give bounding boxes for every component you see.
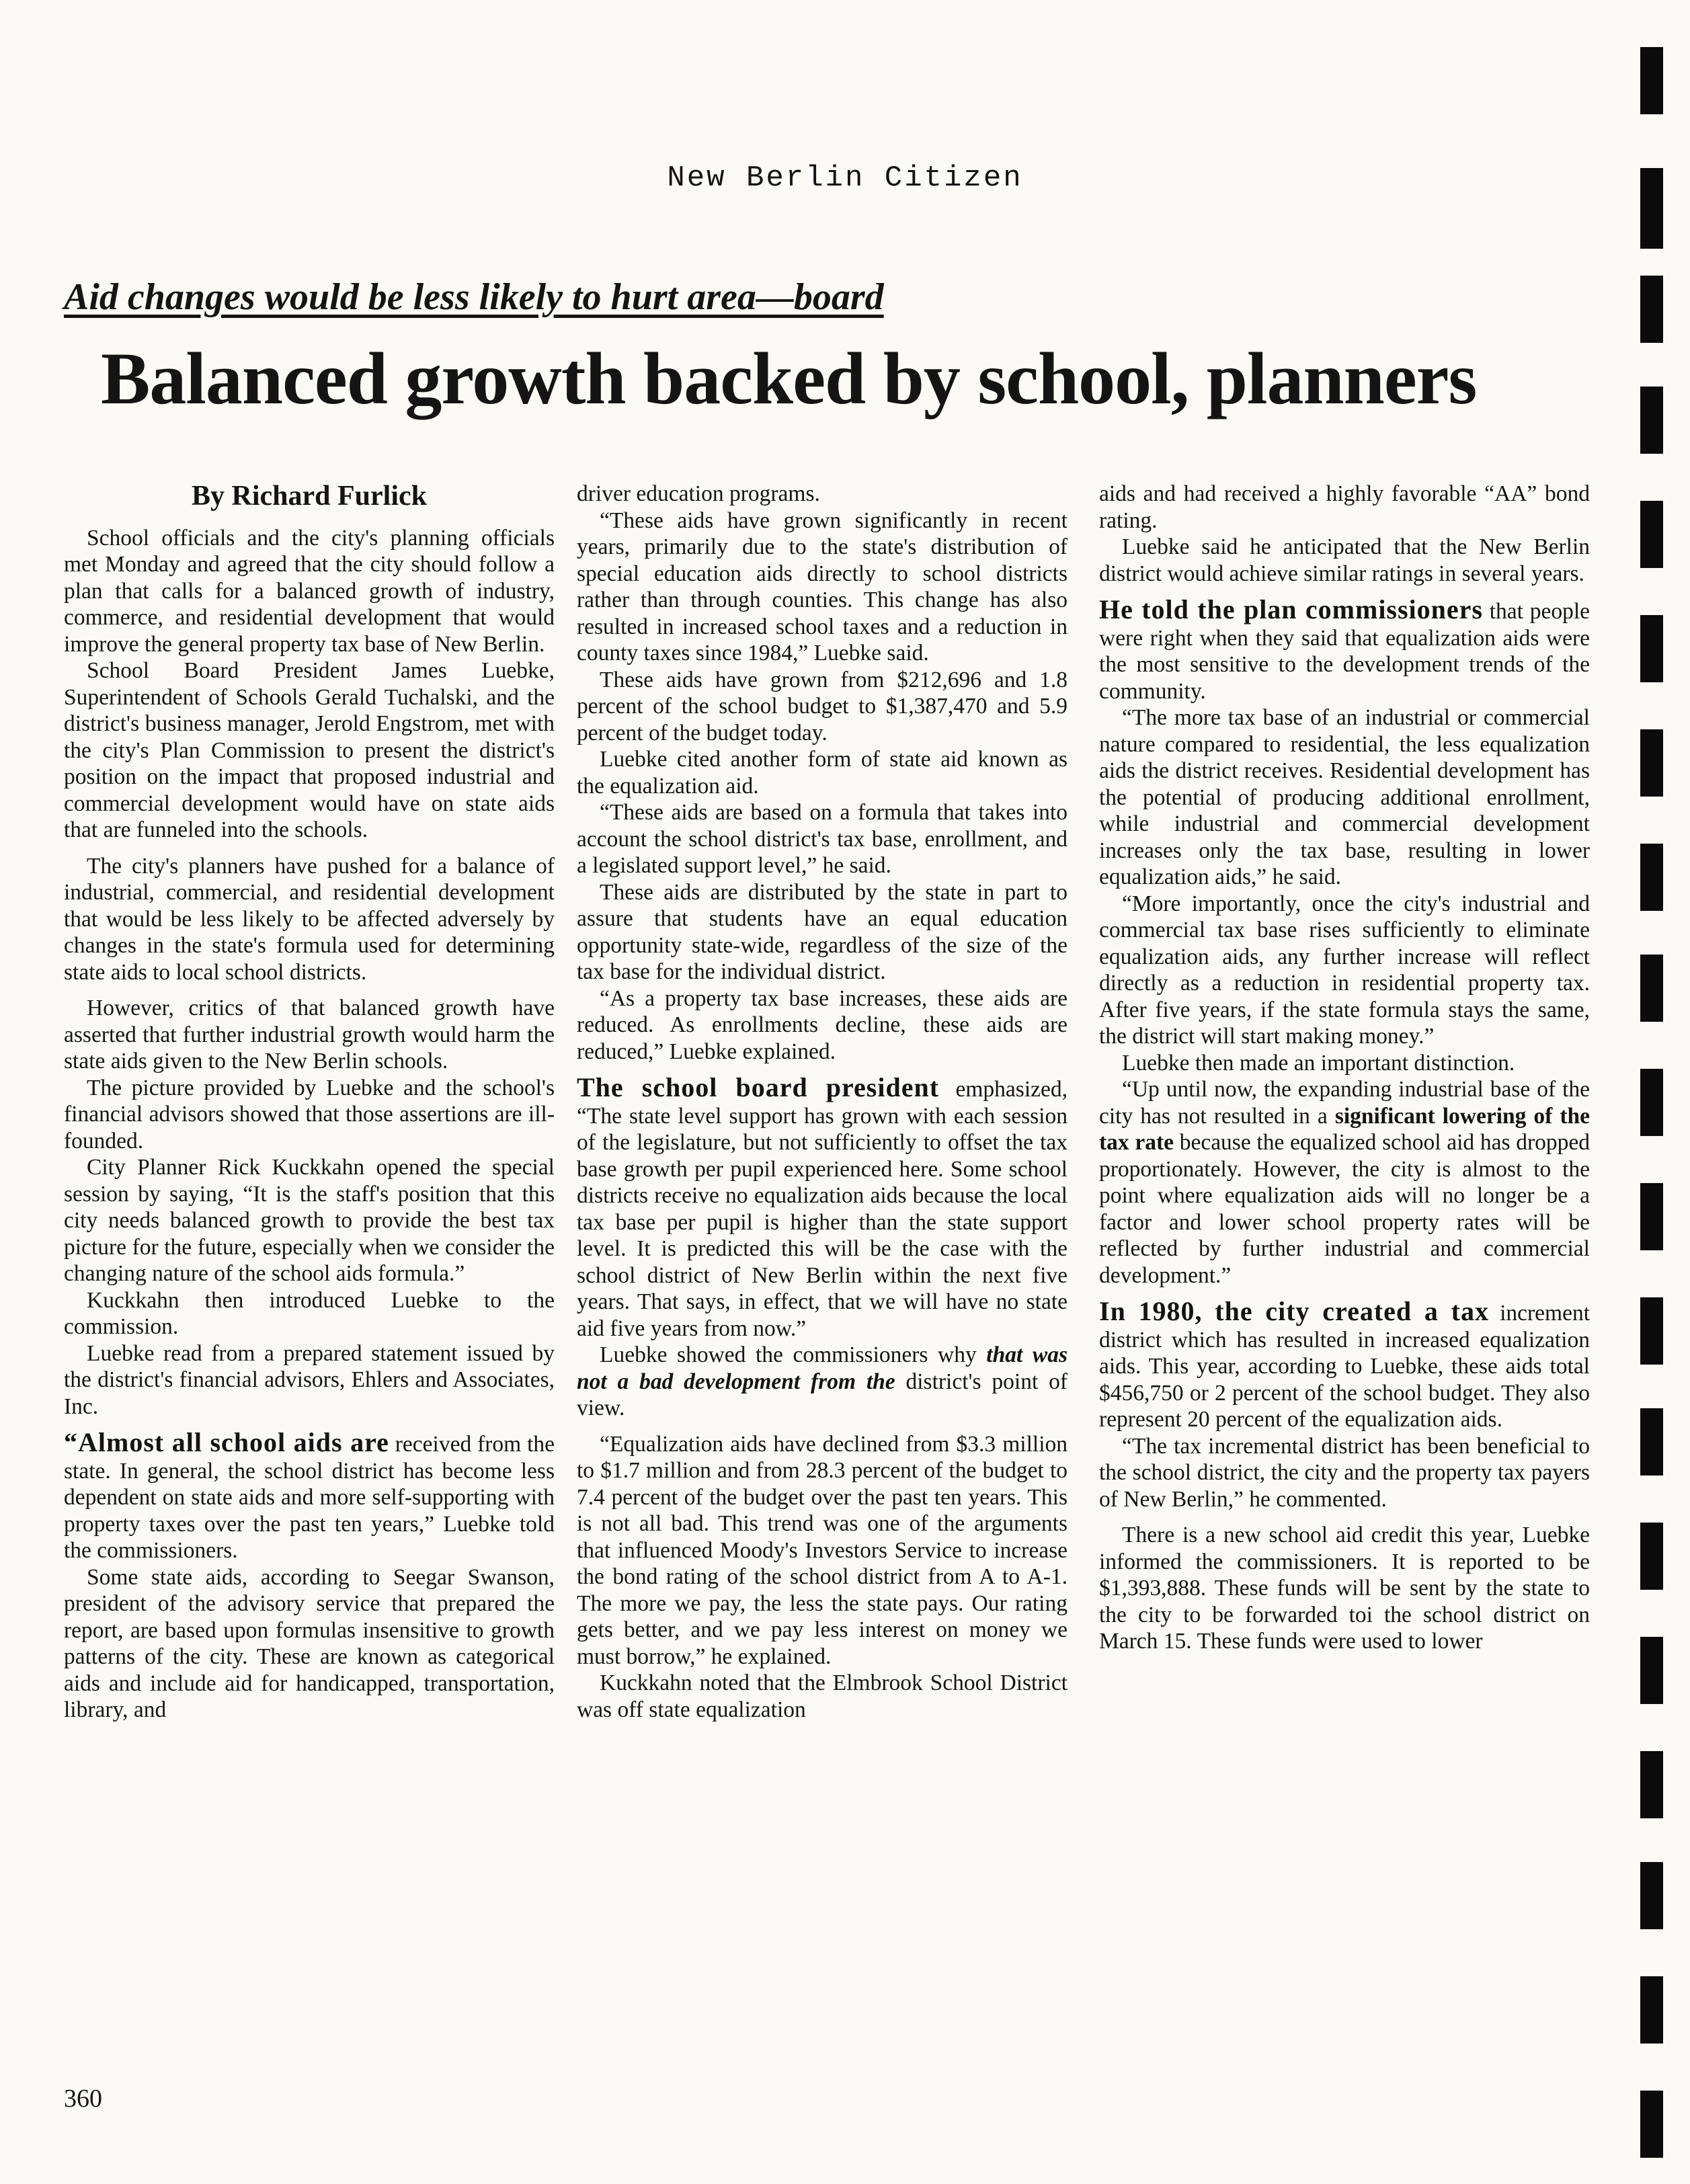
paragraph: “The more tax base of an industrial or commercial nature compared to residential, the less equalization aids the district receives. Residential development has the potential of producing additional enrollment, while industrial and commercial development increases only the tax base, resulting in lower equalization aids,” he said. <box>1099 705 1590 889</box>
paragraph <box>1099 1076 1590 1289</box>
paragraph-text: “Up until now, the expanding industrial base of the city has not resulted in a <box>1099 1077 1590 1129</box>
article-column-2 <box>577 481 1068 1723</box>
article-column-3 <box>1099 481 1590 1655</box>
binding-mark <box>1640 47 1663 114</box>
paragraph-text: received from the state. In general, the school district has become less dependent on state aids and more self-supporting with property taxes over the past ten years,” Luebke told the commissioners. <box>64 1432 555 1563</box>
binding-mark <box>1640 1523 1663 1590</box>
paragraph-text: Luebke showed the commissioners why <box>600 1342 977 1367</box>
binding-mark <box>1640 2091 1663 2158</box>
paragraph: “These aids are based on a formula that takes into account the school district's tax base, enrollment, and a legislated support level,” he said. <box>577 800 1068 878</box>
paragraph: However, critics of that balanced growth have asserted that further industrial growth would harm the state aids given to the New Berlin schools. <box>64 996 555 1074</box>
binding-mark <box>1640 1751 1663 1818</box>
paragraph: Luebke cited another form of state aid known as the equalization aid. <box>577 747 1068 799</box>
paragraph: Luebke then made an important distinction. <box>1122 1050 1515 1076</box>
paragraph: These aids are distributed by the state in part to assure that students have an equal education opportunity state-wide, regardless of the size of the tax base for the individual district. <box>577 879 1068 984</box>
paragraph: These aids have grown from $212,696 and 1.8 percent of the school budget to $1,387,470 and 5.9 percent of the budget today. <box>577 667 1068 745</box>
paragraph: Luebke read from a prepared statement issued by the district's financial advisors, Ehlers and Associates, Inc. <box>64 1340 555 1419</box>
binding-mark <box>1640 1976 1663 2044</box>
paragraph <box>577 1342 1068 1422</box>
paragraph: City Planner Rick Kuckkahn opened the special session by saying, “It is the staff's position that this city needs balanced growth to provide the best tax picture for the future, especially when we consider the changing nature of the school aids formula.” <box>64 1155 555 1286</box>
binding-mark <box>1640 729 1663 797</box>
paragraph: Kuckkahn then introduced Luebke to the commission. <box>64 1287 555 1339</box>
binding-mark <box>1640 1862 1663 1929</box>
paragraph-lead-in: He told the plan commissioners <box>1099 594 1483 624</box>
binding-mark <box>1640 844 1663 911</box>
binding-mark <box>1640 1408 1663 1475</box>
paragraph: The city's planners have pushed for a balance of industrial, commercial, and residential development that would be less likely to be affected adversely by changes in the state's formula used for determining state aids to local school districts. <box>64 853 555 985</box>
paragraph: “More importantly, once the city's industrial and commercial tax base rises sufficiently to eliminate equalization aids, any further increase will reflect directly as a reduction in residential property tax. After five years, if the state formula stays the same, the district will start making money.” <box>1099 891 1590 1049</box>
paragraph-lead-in: The school board president <box>577 1072 940 1102</box>
paragraph: “As a property tax base increases, these aids are reduced. As enrollments decline, these aids are reduced,” Luebke explained. <box>577 985 1068 1064</box>
paragraph: “The tax incremental district has been beneficial to the school district, the city and the property tax payers of New Berlin,” he commented. <box>1099 1433 1590 1512</box>
binding-mark <box>1640 955 1663 1022</box>
paragraph: aids and had received a highly favorable “AA” bond rating. <box>1099 481 1590 533</box>
paragraph <box>577 1074 1068 1342</box>
paragraph <box>1099 596 1590 704</box>
paragraph: The picture provided by Luebke and the school's financial advisors showed that those assertions are ill-founded. <box>64 1075 555 1154</box>
binding-mark <box>1640 276 1663 343</box>
binding-mark <box>1640 615 1663 682</box>
paragraph-italic-text: that was not a bad development from the <box>577 1342 1068 1394</box>
binding-mark <box>1640 501 1663 568</box>
paragraph-text: increment district which has resulted in increased equalization aids. This year, according to Luebke, these aids total $456,750 or 2 percent of the school budget. They also represent 20 percent of the equalization aids. <box>1099 1301 1591 1432</box>
main-headline: Balanced growth backed by school, planners <box>101 337 1477 419</box>
paragraph-lead-in: “Almost all school aids are <box>64 1427 389 1457</box>
binding-mark <box>1640 1297 1663 1365</box>
binding-mark <box>1640 1637 1663 1704</box>
publication-name: New Berlin Citizen <box>667 161 1023 195</box>
binding-mark <box>1640 1183 1663 1250</box>
paragraph-bold-text: significant lowering of the tax rate <box>1099 1103 1591 1155</box>
paragraph: “These aids have grown significantly in recent years, primarily due to the state's distribution of special education aids directly to school districts rather than through counties. This change has also resulted in increased school taxes and a reduction in county taxes since 1984,” Luebke said. <box>577 508 1068 665</box>
paragraph: “Equalization aids have declined from $3.3 million to $1.7 million and from 28.3 percent of the budget to 7.4 percent of the budget over the past ten years. This is not all bad. This trend was one of the arguments that influenced Moody's Investors Service to increase the bond rating of the school district from A to A-1. The more we pay, the less the state pays. Our rating gets better, and we pay less interest on money we must borrow,” he explained. <box>577 1431 1068 1669</box>
page-number: 360 <box>64 2085 102 2113</box>
byline: By Richard Furlick <box>191 481 427 512</box>
paragraph: Some state aids, according to Seegar Swanson, president of the advisory service that prepared the report, are based upon formulas insensitive to growth patterns of the city. These are known as categorical aids and include aid for handicapped, transportation, library, and <box>64 1564 555 1722</box>
paragraph <box>64 1429 555 1564</box>
paragraph-lead-in: In 1980, the city created a tax <box>1099 1296 1489 1326</box>
article-column-1 <box>64 481 555 1724</box>
binding-mark <box>1640 387 1663 454</box>
kicker-headline: Aid changes would be less likely to hurt area—board <box>64 276 884 318</box>
paragraph: Luebke said he anticipated that the New Berlin district would achieve similar ratings in several years. <box>1099 534 1590 586</box>
paragraph: There is a new school aid credit this year, Luebke informed the commissioners. It is reported to be $1,393,888. These funds will be sent by the state to the city to be forwarded toi the school district on March 15. These funds were used to lower <box>1099 1523 1590 1654</box>
paragraph: Kuckkahn noted that the Elmbrook School District was off state equalization <box>577 1670 1068 1722</box>
paragraph-text: because the equalized school aid has dropped proportionately. However, the city is almost to the point where equalization aids will no longer be a factor and lower school property rates will be reflected by further industrial and commercial development.” <box>1099 1130 1590 1288</box>
binding-mark <box>1640 1069 1663 1136</box>
paragraph <box>1099 1298 1590 1433</box>
paragraph: School officials and the city's planning officials met Monday and agreed that the city should follow a plan that calls for a balanced growth of industry, commerce, and residential development that would improve the general property tax base of New Berlin. <box>64 525 555 657</box>
paragraph: driver education programs. <box>577 481 820 506</box>
paragraph: School Board President James Luebke, Superintendent of Schools Gerald Tuchalski, and the district's business manager, Jerold Engstrom, met with the city's Plan Commission to present the district's position on the impact that proposed industrial and commercial development would have on state aids that are funneled into the schools. <box>64 658 555 842</box>
paragraph-text: emphasized, “The state level support has grown with each session of the legislature, but not sufficiently to offset the tax base growth per pupil experienced here. Some school districts receive no equalization aids because the local tax base per pupil is higher than the state support level. It is predicted this will be the case with the school district of New Berlin within the next five years. That says, in effect, that we will have no state aid five years from now.” <box>577 1077 1068 1341</box>
paragraph-text: that people were right when they said that equalization aids were the most sensitive to the development trends of the community. <box>1099 599 1591 704</box>
binding-mark <box>1640 168 1663 249</box>
paragraph-text: district's point of view. <box>577 1369 1068 1420</box>
